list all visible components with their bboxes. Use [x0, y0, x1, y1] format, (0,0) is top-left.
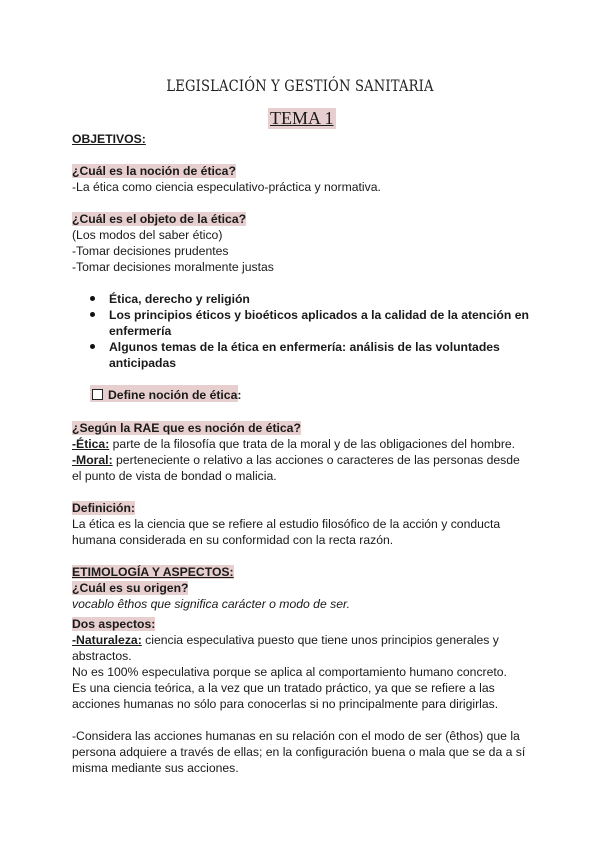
origin-text: vocablo êthos que significa carácter o modo de ser. — [72, 597, 350, 611]
definition-text: La ética es la ciencia que se refiere al estudio filosófico de la acción y conducta — [72, 517, 501, 531]
term-etica: -Ética: — [72, 437, 110, 451]
topic-heading: TEMA 1 — [270, 108, 334, 128]
document-title: LEGISLACIÓN Y GESTIÓN SANITARIA — [166, 76, 434, 95]
bullet-icon — [90, 296, 95, 301]
considera-text: persona adquiere a través de ellas; en la configuración buena o mala que se da a sí — [72, 745, 526, 759]
definition-moral: perteneciente o relativo a las acciones o caracteres de las personas desde — [112, 453, 520, 467]
naturaleza-text: No es 100% especulativa porque se aplica al comportamiento humano concreto. — [72, 665, 507, 679]
answer-line: -Tomar decisiones prudentes — [72, 244, 229, 258]
etymology-heading: ETIMOLOGÍA Y ASPECTOS: — [72, 565, 234, 579]
list-item-continuation: anticipadas — [109, 356, 177, 370]
term-moral: -Moral: — [72, 453, 113, 467]
answer-line: (Los modos del saber ético) — [72, 228, 223, 242]
question-ethics-object: ¿Cuál es el objeto de la ética? — [72, 212, 247, 226]
considera-text: misma mediante sus acciones. — [72, 761, 239, 775]
definition-heading: Definición: — [72, 501, 135, 515]
naturaleza-text: Es una ciencia teórica, a la vez que un tratado práctico, ya que se refiere a las — [72, 681, 495, 695]
definition-etica: parte de la filosofía que trata de la moral y de las obligaciones del hombre. — [109, 437, 516, 451]
checkbox-icon[interactable] — [92, 389, 103, 400]
definition-moral-cont: el punto de vista de bondad o malicia. — [72, 469, 277, 483]
definition-text: humana considerada en su conformidad con la recta razón. — [72, 533, 394, 547]
term-naturaleza: -Naturaleza: — [72, 633, 142, 647]
objectives-heading: OBJETIVOS: — [72, 132, 146, 146]
aspects-heading: Dos aspectos: — [72, 617, 156, 631]
list-item-continuation: enfermería — [109, 324, 172, 338]
answer-line: -Tomar decisiones moralmente justas — [72, 260, 274, 274]
checkbox-label: Define noción de ética: — [108, 388, 242, 402]
answer-ethics-notion: -La ética como ciencia especulativo-práctica y normativa. — [72, 180, 381, 194]
naturaleza-text: ciencia especulativa puesto que tiene unos principios generales y — [141, 633, 499, 647]
bullet-icon — [90, 344, 95, 349]
question-ethics-notion: ¿Cuál es la noción de ética? — [72, 164, 236, 178]
naturaleza-text: abstractos. — [72, 649, 132, 663]
naturaleza-text: acciones humanas no sólo para conocerlas si no principalmente para dirigirlas. — [72, 697, 499, 711]
bullet-icon — [90, 312, 95, 317]
question-rae: ¿Según la RAE que es noción de ética? — [72, 421, 301, 435]
considera-text: -Considera las acciones humanas en su relación con el modo de ser (êthos) que la — [72, 729, 520, 743]
list-item: Ética, derecho y religión — [109, 292, 250, 306]
question-origin: ¿Cuál es su origen? — [72, 581, 189, 595]
list-item: Los principios éticos y bioéticos aplicados a la calidad de la atención en — [109, 308, 529, 322]
list-item: Algunos temas de la ética en enfermería: análisis de las voluntades — [109, 340, 500, 354]
